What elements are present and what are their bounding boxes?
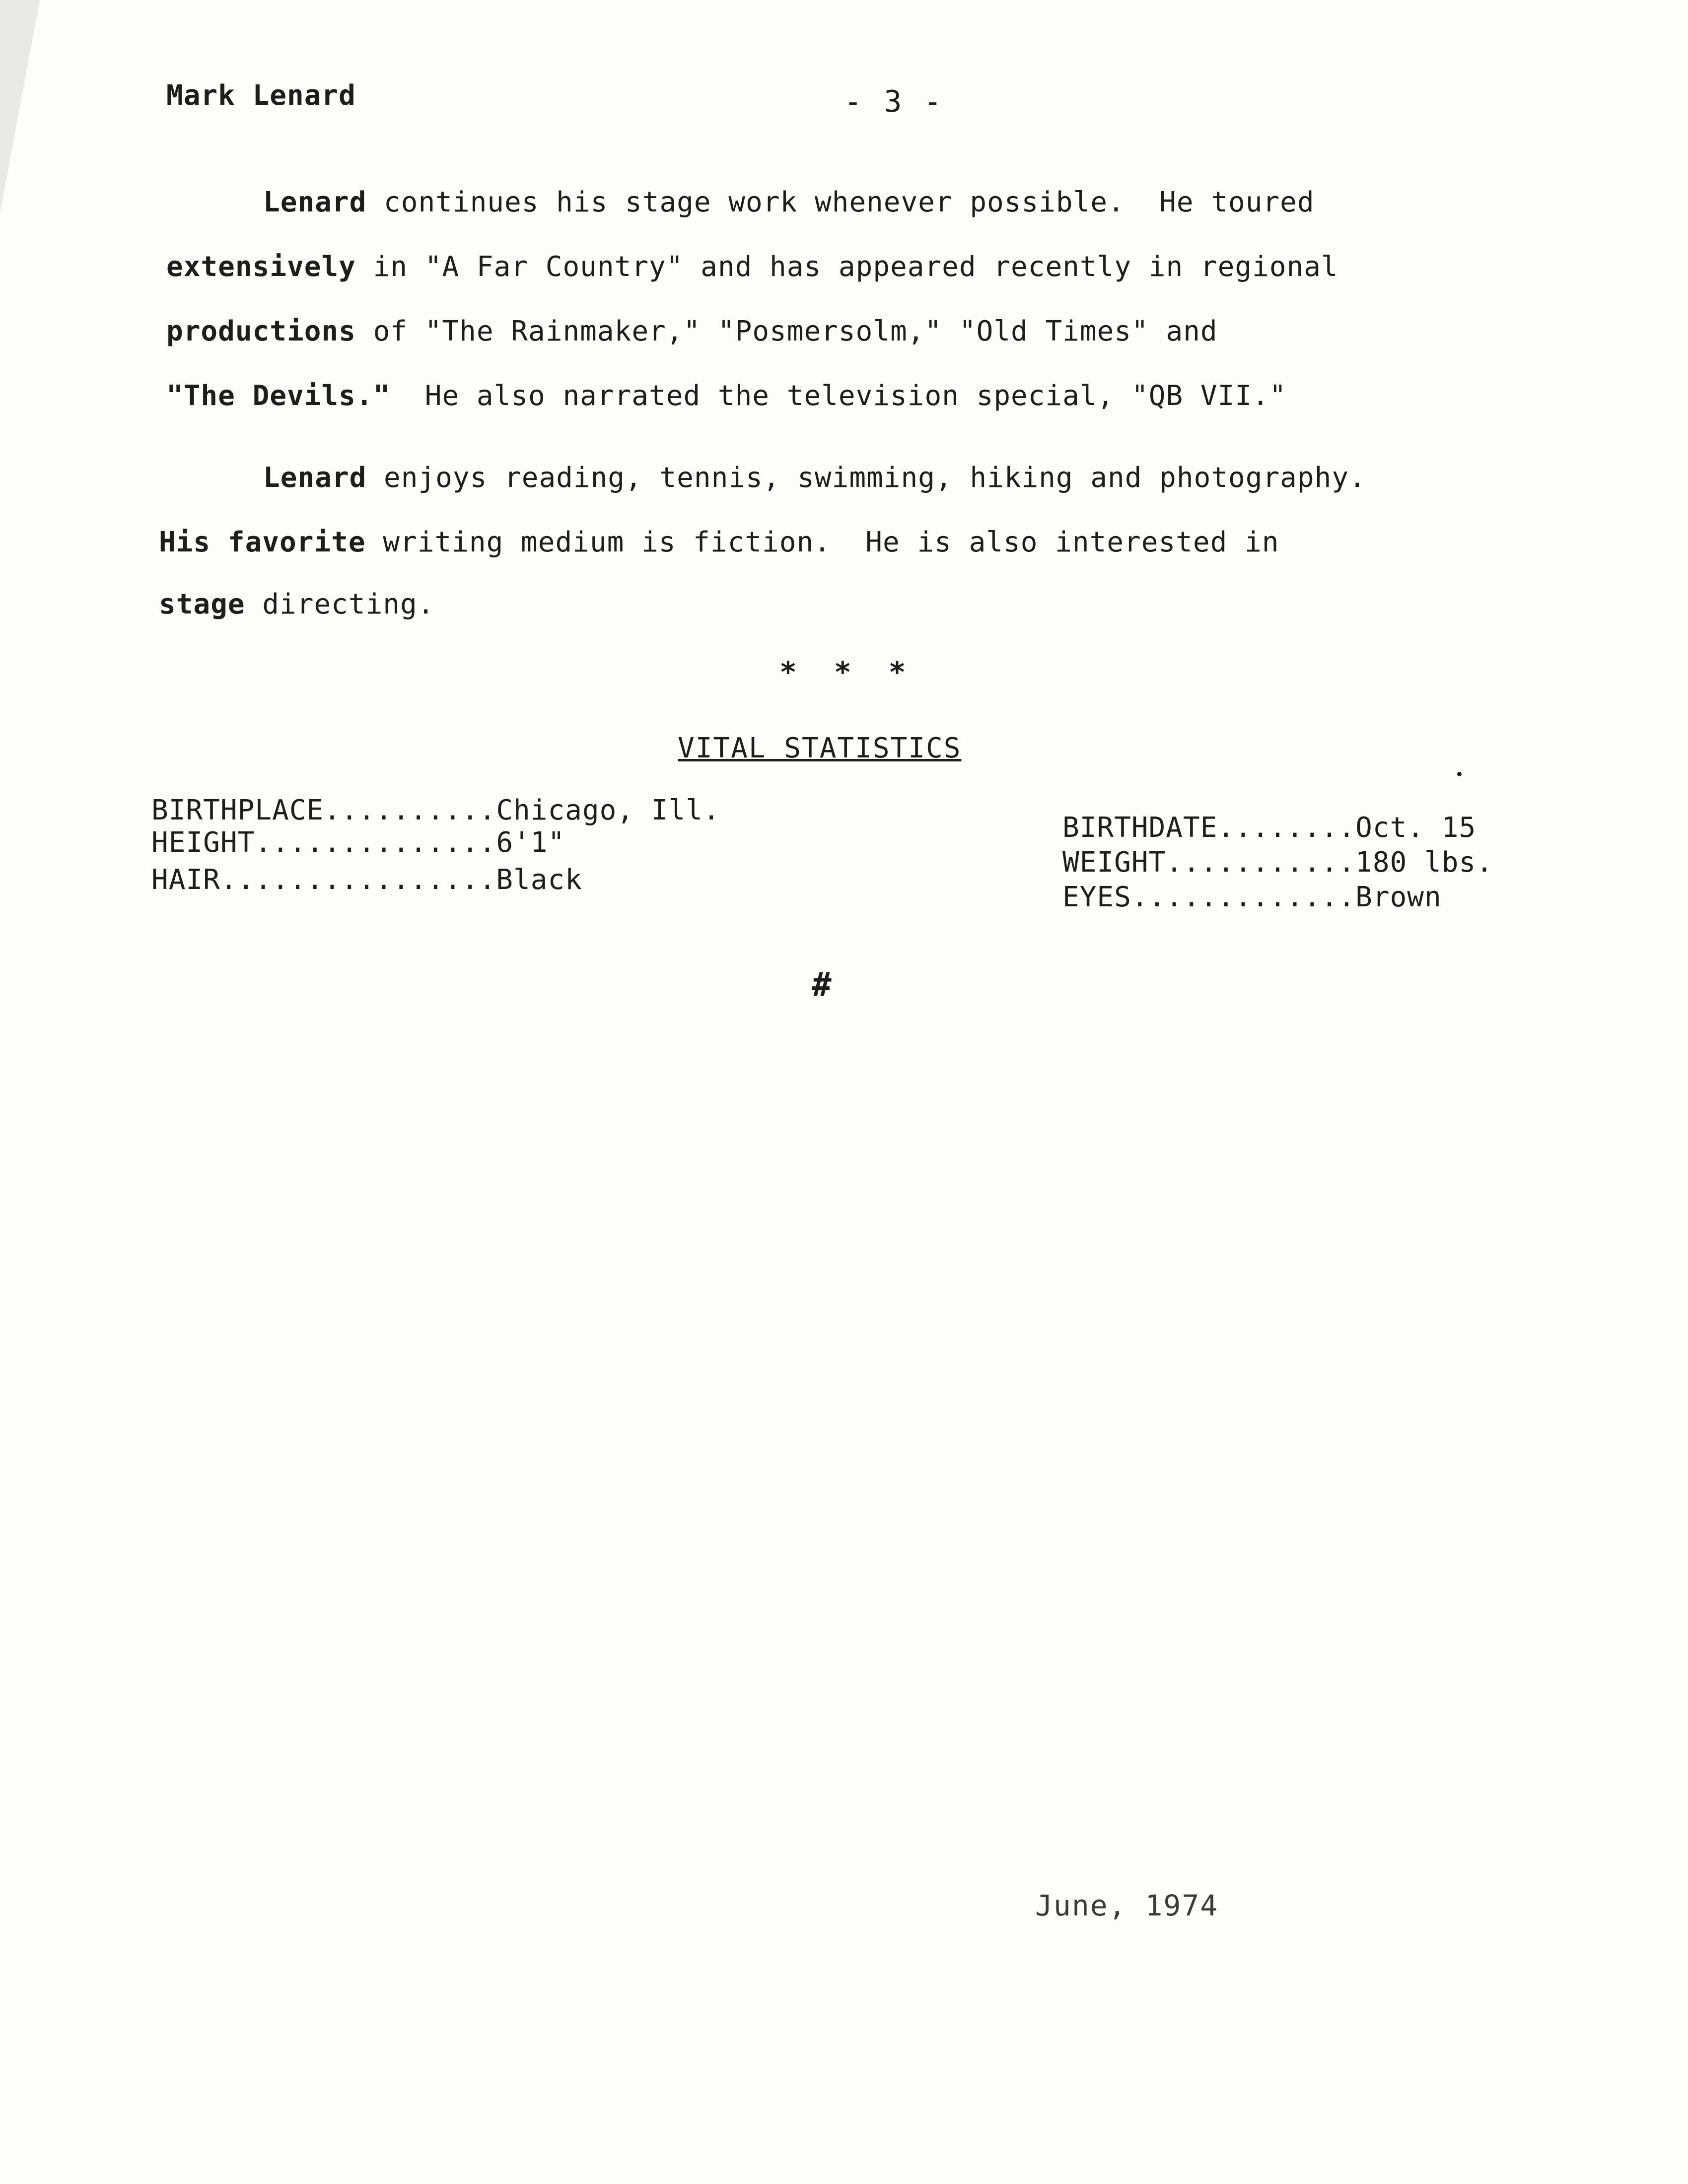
stat-label: BIRTHPLACE — [151, 794, 324, 826]
stat-value: 180 lbs. — [1355, 846, 1493, 879]
stat-birthdate — [1062, 812, 1476, 844]
stat-leader: ........ — [1217, 812, 1356, 844]
stat-value: Black — [496, 864, 582, 896]
line-lead: productions — [166, 315, 356, 347]
paragraph-1-line-2 — [166, 251, 1338, 283]
stat-leader: .......... — [324, 794, 496, 826]
stat-label: BIRTHDATE — [1062, 812, 1218, 844]
document-header-name: Mark Lenard — [166, 79, 356, 112]
stat-leader: ............. — [1131, 881, 1356, 913]
line-text: enjoys reading, tennis, swimming, hiking and photography. — [366, 462, 1366, 494]
stat-leader: ................ — [220, 864, 496, 896]
line-lead: stage — [159, 588, 245, 620]
stat-label: EYES — [1062, 881, 1131, 913]
line-text: in "A Far Country" and has appeared recently in regional — [355, 251, 1338, 283]
end-mark: # — [812, 965, 832, 1004]
stat-weight — [1062, 846, 1493, 879]
stat-label: HAIR — [151, 864, 220, 896]
stat-leader: ........... — [1166, 846, 1356, 879]
stat-label: HEIGHT — [151, 826, 255, 859]
stat-birthplace — [151, 794, 720, 826]
line-text: of "The Rainmaker," "Posmersolm," "Old Times" and — [355, 315, 1218, 347]
stat-height — [151, 826, 565, 859]
line-text: writing medium is fiction. He is also interested in — [365, 526, 1279, 558]
stat-value: Chicago, Ill. — [496, 794, 720, 826]
stat-value: Brown — [1355, 881, 1442, 913]
line-lead: "The Devils." — [166, 380, 391, 412]
line-text: continues his stage work whenever possible. He toured — [366, 186, 1315, 218]
ink-speck — [1457, 772, 1462, 776]
paragraph-1-line-4 — [166, 380, 1286, 412]
paragraph-2-line-2 — [159, 526, 1279, 558]
stat-label: WEIGHT — [1062, 846, 1166, 879]
paragraph-2-line-3 — [159, 588, 434, 620]
stat-hair — [151, 864, 582, 896]
document-date: June, 1974 — [1035, 1889, 1219, 1922]
stat-value: Oct. 15 — [1355, 812, 1477, 844]
stat-leader: .............. — [255, 826, 496, 859]
stat-value: 6'1" — [496, 826, 565, 859]
page-number: - 3 - — [844, 84, 944, 119]
paragraph-1-line-3 — [166, 315, 1218, 347]
line-lead: extensively — [166, 251, 356, 283]
paragraph-1-line-1 — [263, 186, 1315, 218]
section-separator: * * * — [779, 655, 916, 689]
line-lead: Lenard — [263, 186, 367, 218]
line-text: directing. — [245, 588, 435, 620]
stat-eyes — [1062, 881, 1442, 913]
folded-corner — [0, 0, 40, 213]
paragraph-2-line-1 — [263, 462, 1366, 494]
line-lead: Lenard — [263, 462, 367, 494]
line-text: He also narrated the television special, "QB VII." — [390, 380, 1287, 412]
line-lead: His favorite — [159, 526, 366, 558]
vital-statistics-heading: VITAL STATISTICS — [678, 732, 962, 764]
